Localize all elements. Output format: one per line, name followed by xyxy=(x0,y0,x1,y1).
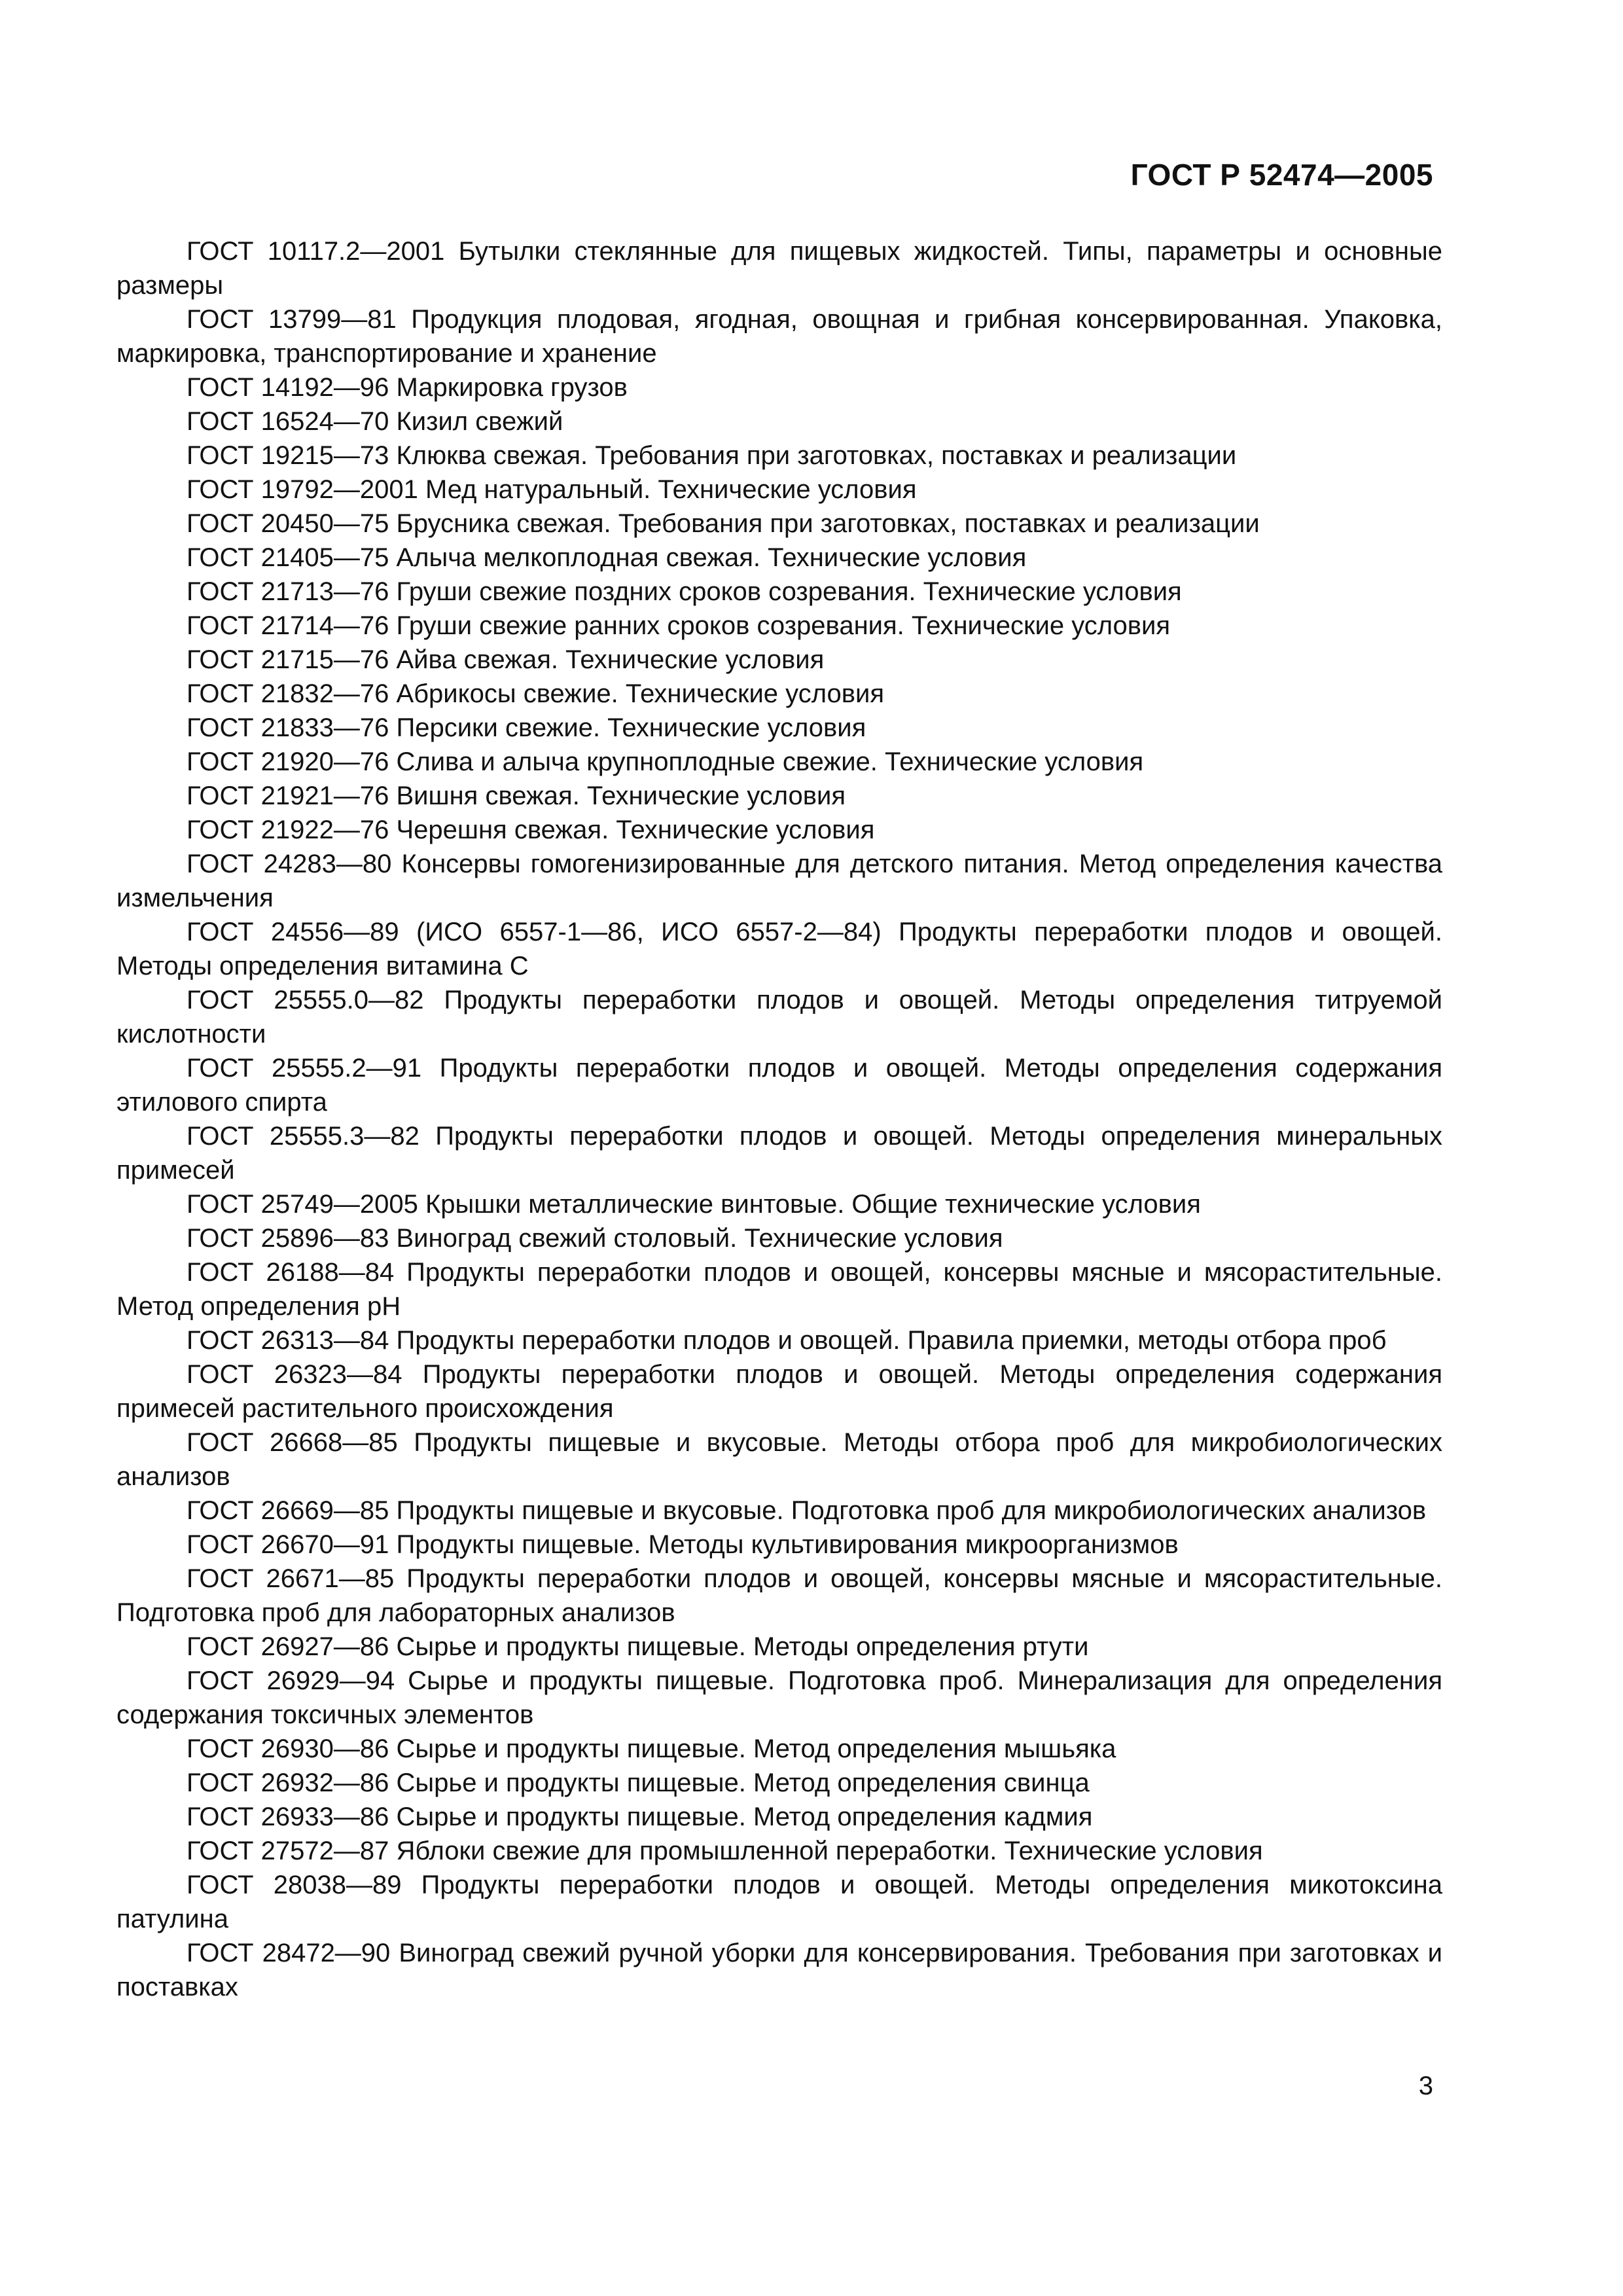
reference-item: ГОСТ 26188—84 Продукты переработки плодов и овощей, консервы мясные и мясорастительные. Метод определения pH xyxy=(116,1258,1442,1321)
reference-item: ГОСТ 21920—76 Слива и алыча крупноплодные свежие. Технические условия xyxy=(187,747,1144,776)
reference-item: ГОСТ 26929—94 Сырье и продукты пищевые. Подготовка проб. Минерализация для определения содержания токсичных элементов xyxy=(116,1666,1442,1729)
reference-item: ГОСТ 25555.3—82 Продукты переработки плодов и овощей. Методы определения минеральных примесей xyxy=(116,1122,1442,1185)
reference-item: ГОСТ 26927—86 Сырье и продукты пищевые. Методы определения ртути xyxy=(187,1632,1089,1661)
reference-item: ГОСТ 21922—76 Черешня свежая. Технические условия xyxy=(187,816,875,844)
reference-item: ГОСТ 26313—84 Продукты переработки плодов и овощей. Правила приемки, методы отбора проб xyxy=(187,1326,1387,1355)
reference-item: ГОСТ 21715—76 Айва свежая. Технические условия xyxy=(187,645,825,674)
reference-item: ГОСТ 25555.0—82 Продукты переработки плодов и овощей. Методы определения титруемой кислотности xyxy=(116,986,1442,1049)
reference-item: ГОСТ 21714—76 Груши свежие ранних сроков созревания. Технические условия xyxy=(187,611,1171,640)
reference-item: ГОСТ 28038—89 Продукты переработки плодов и овощей. Методы определения микотоксина патулина xyxy=(116,1871,1442,1933)
reference-item: ГОСТ 26668—85 Продукты пищевые и вкусовые. Методы отбора проб для микробиологических анализов xyxy=(116,1428,1442,1491)
reference-item: ГОСТ 19792—2001 Мед натуральный. Технические условия xyxy=(187,475,917,504)
page-number: 3 xyxy=(1418,2072,1433,2100)
reference-item: ГОСТ 25749—2005 Крышки металлические винтовые. Общие технические условия xyxy=(187,1190,1201,1219)
reference-item: ГОСТ 21921—76 Вишня свежая. Технические условия xyxy=(187,781,846,810)
reference-item: ГОСТ 19215—73 Клюква свежая. Требования при заготовках, поставках и реализации xyxy=(187,441,1237,470)
document-id-header: ГОСТ Р 52474—2005 xyxy=(1130,158,1433,192)
reference-item: ГОСТ 21833—76 Персики свежие. Технические условия xyxy=(187,713,866,742)
reference-item: ГОСТ 26930—86 Сырье и продукты пищевые. Метод определения мышьяка xyxy=(187,1734,1116,1763)
reference-item: ГОСТ 21832—76 Абрикосы свежие. Технические условия xyxy=(187,679,884,708)
reference-item: ГОСТ 20450—75 Брусника свежая. Требования при заготовках, поставках и реализации xyxy=(187,509,1260,538)
reference-item: ГОСТ 25555.2—91 Продукты переработки плодов и овощей. Методы определения содержания этилового спирта xyxy=(116,1054,1442,1117)
reference-item: ГОСТ 24283—80 Консервы гомогенизированные для детского питания. Метод определения качества измельчения xyxy=(116,850,1442,912)
reference-item: ГОСТ 24556—89 (ИСО 6557-1—86, ИСО 6557-2—84) Продукты переработки плодов и овощей. Методы определения витамина С xyxy=(116,918,1442,980)
reference-item: ГОСТ 16524—70 Кизил свежий xyxy=(187,407,563,436)
reference-item: ГОСТ 21405—75 Алыча мелкоплодная свежая. Технические условия xyxy=(187,543,1027,572)
reference-item: ГОСТ 26323—84 Продукты переработки плодов и овощей. Методы определения содержания примесей растительного происхождения xyxy=(116,1360,1442,1423)
reference-item: ГОСТ 26933—86 Сырье и продукты пищевые. Метод определения кадмия xyxy=(187,1803,1093,1831)
reference-item: ГОСТ 13799—81 Продукция плодовая, ягодная, овощная и грибная консервированная. Упаковка, маркировка, транспортирование и хранение xyxy=(116,305,1442,368)
reference-item: ГОСТ 14192—96 Маркировка грузов xyxy=(187,373,628,402)
reference-item: ГОСТ 21713—76 Груши свежие поздних сроков созревания. Технические условия xyxy=(187,577,1182,606)
reference-item: ГОСТ 26670—91 Продукты пищевые. Методы культивирования микроорганизмов xyxy=(187,1530,1179,1559)
reference-item: ГОСТ 28472—90 Виноград свежий ручной уборки для консервирования. Требования при заготовках и поставках xyxy=(116,1939,1442,2001)
reference-item: ГОСТ 26932—86 Сырье и продукты пищевые. Метод определения свинца xyxy=(187,1768,1090,1797)
reference-item: ГОСТ 26671—85 Продукты переработки плодов и овощей, консервы мясные и мясорастительные. Подготовка проб для лабораторных анализов xyxy=(116,1564,1442,1627)
reference-item: ГОСТ 27572—87 Яблоки свежие для промышленной переработки. Технические условия xyxy=(187,1837,1263,1865)
reference-item: ГОСТ 10117.2—2001 Бутылки стеклянные для пищевых жидкостей. Типы, параметры и основные размеры xyxy=(116,237,1442,300)
reference-list xyxy=(116,234,1442,2004)
reference-item: ГОСТ 26669—85 Продукты пищевые и вкусовые. Подготовка проб для микробиологических анализов xyxy=(187,1496,1427,1525)
reference-item: ГОСТ 25896—83 Виноград свежий столовый. Технические условия xyxy=(187,1224,1003,1253)
